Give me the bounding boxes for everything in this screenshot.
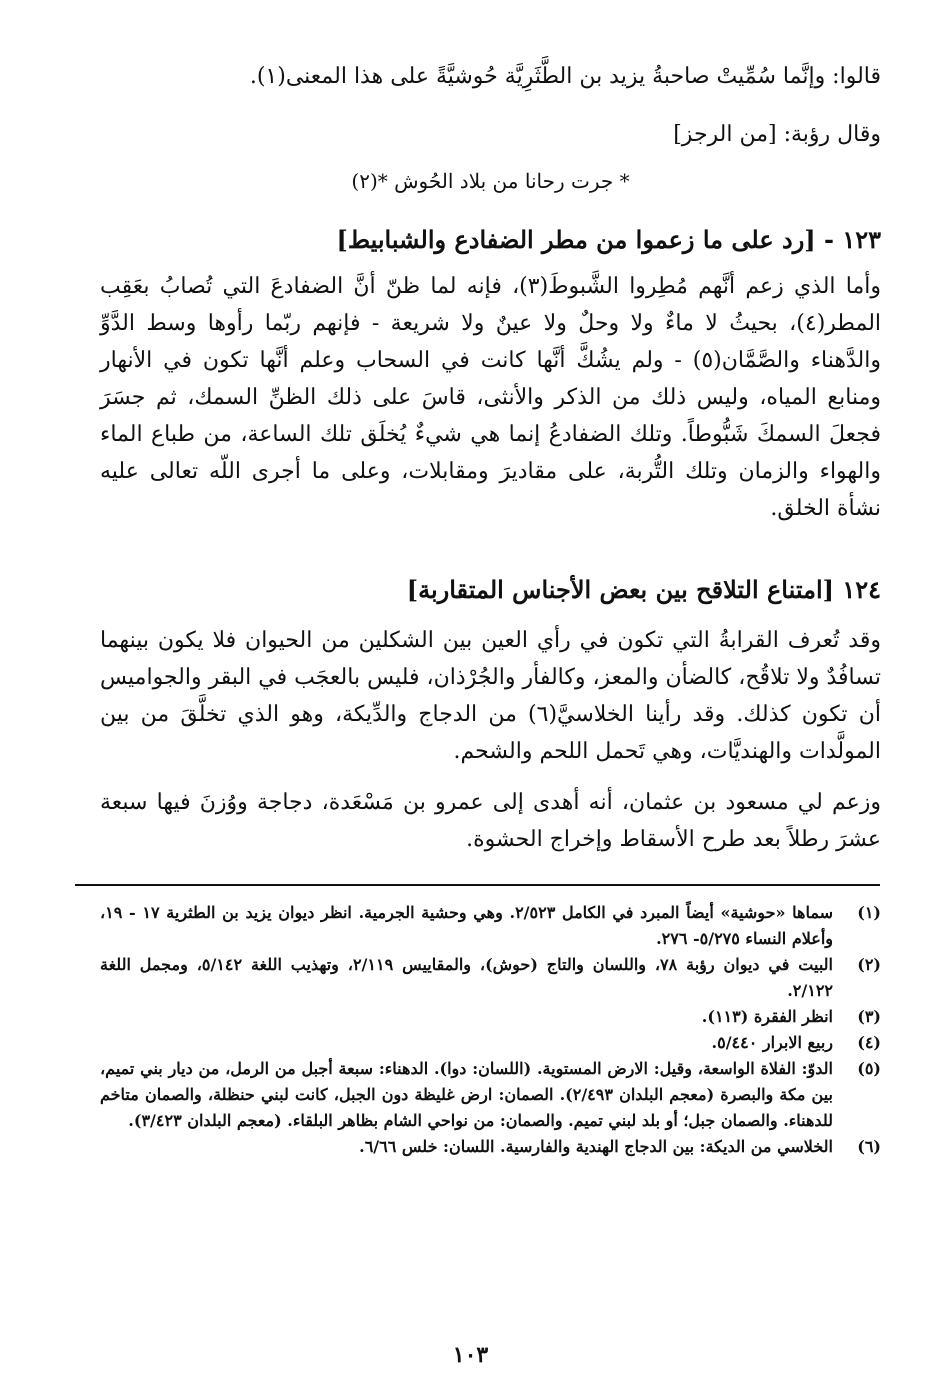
footnote-number: (٣) (857, 1007, 881, 1026)
footnote-separator (75, 884, 880, 886)
footnote-5 (100, 1056, 881, 1134)
footnotes-list (100, 900, 881, 1160)
footnote-1 (100, 900, 881, 952)
opening-line: قالوا: وإنَّما سُمِّيتْ صاحبةُ يزيد بن الطَّثَرِيَّة حُوشيَّةً على هذا المعنى(١). (249, 64, 881, 89)
footnote-4 (100, 1030, 881, 1056)
section-heading-124: ١٢٤ [امتناع التلاقح بين بعض الأجناس المتقاربة] (406, 575, 881, 604)
verse-line: * جرت رحانا من بلاد الحُوش *(٢) (351, 169, 630, 193)
footnote-number: (٤) (857, 1033, 881, 1052)
footnote-2 (100, 952, 881, 1004)
footnote-text: البيت في ديوان رؤبة ٧٨، واللسان والتاج (حوش)، والمقاييس ٢/١١٩، وتهذيب اللغة ٥/١٤٢، ومجمل اللغة ٢/١٢٢. (100, 955, 833, 1000)
section-124-paragraph-1: وقد تُعرف القرابةُ التي تكون في رأي العين بين الشكلين من الحيوان فلا يكون بينهما تسافُدٌ ولا تلاقُح، كالضأن والمعز، وكالفأر والجُرْذان، فليس بالعجَب في البقر والجواميس أن تكون كذلك. وقد رأينا الخلاسيَّ(٦) من الدجاج والدِّيكة، وهو الذي تخلَّقَ من بين المولَّدات والهنديَّات، وهي تَحمل اللحم والشحم. (99, 628, 881, 764)
section-123-paragraph: وأما الذي زعم أنَّهم مُطِروا الشَّبوطَ(٣)، فإنه لما ظنّ أنَّ الضفادعَ التي تُصابُ بعَقِب المطر(٤)، بحيثُ لا ماءٌ ولا وحلٌ ولا عينٌ ولا شريعة - فإنهم ربّما رأوها وسط الدَّوِّ والدَّهناء والصَّمَّان(٥) - ولم يشُكَّ أنَّها كانت في السحاب وعلم أنَّها تكون في الأنهار ومنابع المياه، وليس ذلك من الذكر والأنثى، قاسَ على ذلك الظنِّ السمك، ثم جسَرَ فجعلَ السمكَ شَبُّوطاً. وتلك الضفادعُ إنما هي شيءٌ يُخلَق تلك الساعة، من طباع الماء والهواء والزمان وتلك التُّربة، على مقاديرَ ومقابلات، وعلى ما أجرى اللّه تعالى عليه نشأة الخلق. (100, 274, 882, 521)
footnote-number: (١) (857, 903, 881, 922)
footnote-text: الدوّ: الفلاة الواسعة، وقيل: الارض المستوية. (اللسان: دوا). الدهناء: سبعة أجبل من الرمل، من ديار بني تميم، بين مكة والبصرة (معجم البلدان ٢/٤٩٣). الصمان: ارض غليظة دون الجبل، كانت لبني حنظلة، والصمان متاخم للدهناء. والصمان جبل؛ أو بلد لبني تميم. والصمان: من نواحي الشام بظاهر البلقاء. (معجم البلدان ٣/٤٢٣). (100, 1059, 833, 1130)
footnote-text: ربيع الابرار ٥/٤٤٠. (711, 1033, 833, 1052)
section-124-paragraph-2: وزعم لي مسعود بن عثمان، أنه أهدى إلى عمرو بن مَسْعَدة، دجاجة ووُزنَ فيها سبعة عشرَ رطلاً بعد طرح الأسقاط وإخراج الحشوة. (100, 790, 881, 852)
section-heading-123: ١٢٣ - [رد على ما زعموا من مطر الضفادع والشبابيط] (336, 225, 881, 254)
poet-attribution: وقال رؤبة: [من الرجز] (673, 122, 881, 147)
footnote-number: (٦) (857, 1137, 881, 1156)
page-number: ١٠٣ (452, 1342, 489, 1368)
footnote-text: سماها «حوشية» أيضاً المبرد في الكامل ٢/٥٢٣. وهي وحشية الجرمية. انظر ديوان يزيد بن الطثرية ١٧ - ١٩، وأعلام النساء ٥/٢٧٥- ٢٧٦. (100, 903, 834, 948)
footnote-number: (٥) (857, 1059, 881, 1078)
footnote-text: انظر الفقرة (١١٣). (701, 1007, 833, 1026)
footnote-3 (100, 1004, 881, 1030)
footnote-6 (100, 1134, 881, 1160)
footnote-text: الخلاسي من الديكة: بين الدجاج الهندية والفارسية. اللسان: خلس ٦/٦٦. (359, 1137, 833, 1156)
footnote-number: (٢) (857, 955, 881, 974)
